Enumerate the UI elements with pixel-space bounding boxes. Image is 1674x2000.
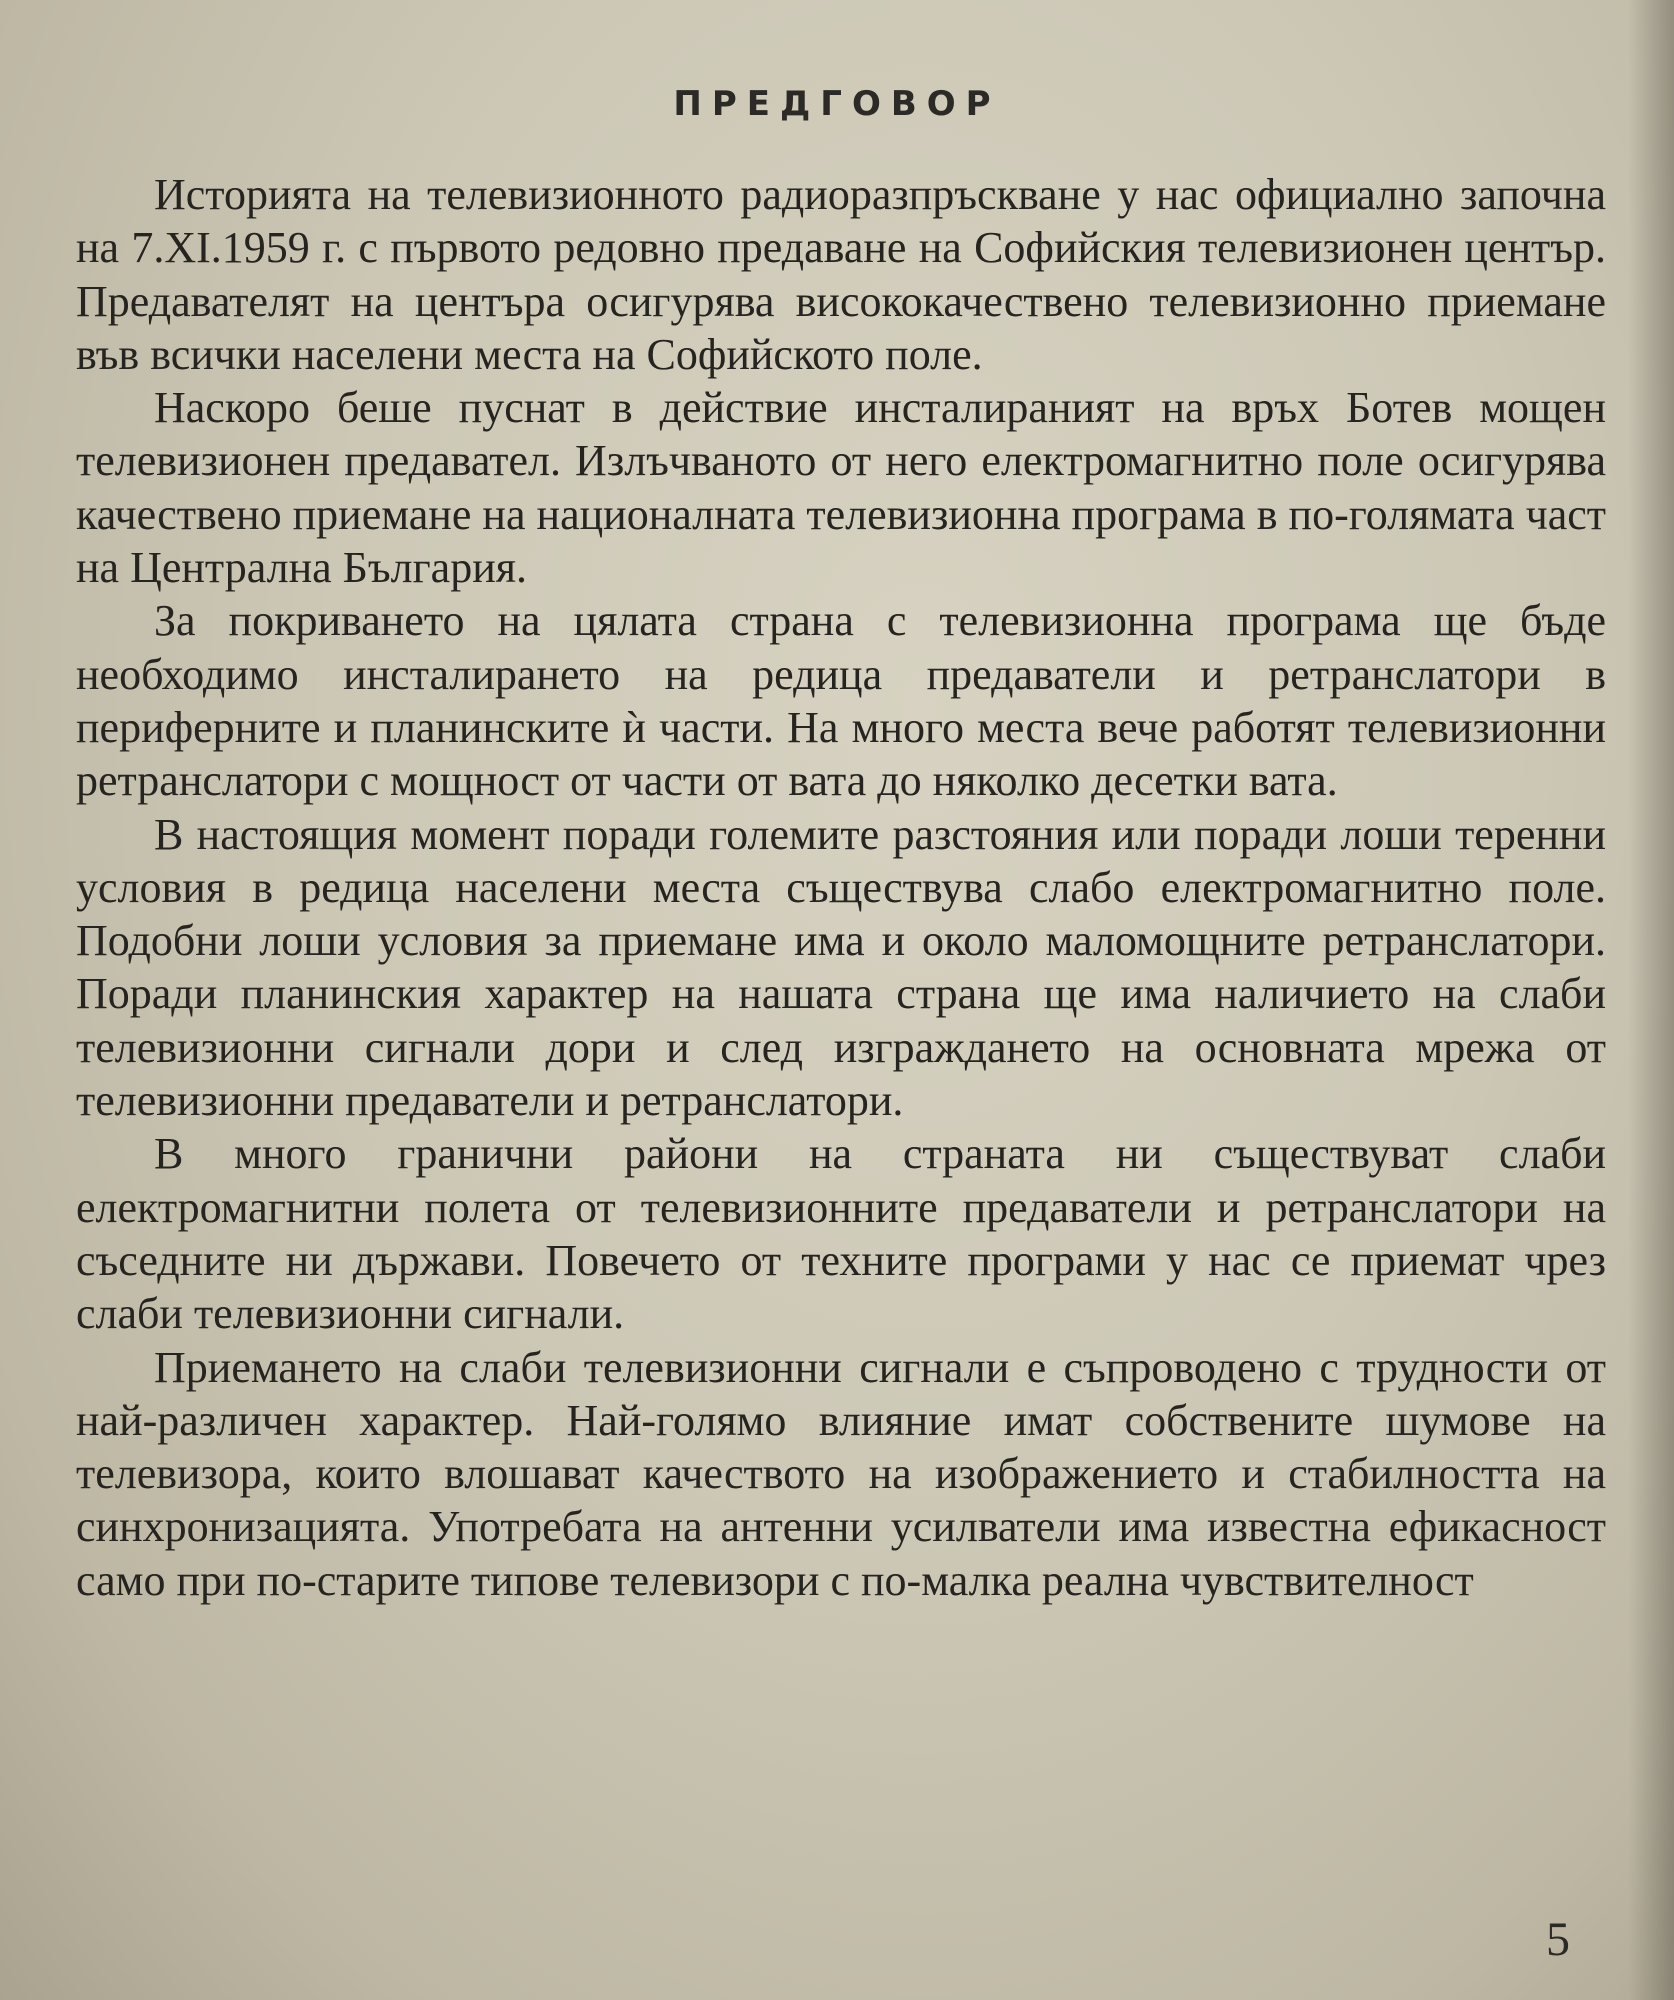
page-number: 5 xyxy=(1546,1913,1570,1966)
paragraph-3: За покриването на цялата страна с телевизионна програма ще бъде необходимо инсталирането на редица предаватели и ретранслатори в периферните и планинските ѝ части. На много места вече работят телевизионни ретранслатори с мощност от части от вата до няколко десетки вата. xyxy=(76,596,1606,806)
body-text xyxy=(76,168,1606,1607)
paragraph-1: Историята на телевизионното радиоразпръскване у нас официално започна на 7.XI.1959 г. с първото редовно предаване на Софийския телевизионен център. Предавателят на центъра осигурява висококачествено телевизионно приемане във всички населени места на Софийското поле. xyxy=(76,170,1606,379)
page-edge-shadow xyxy=(1628,0,1674,2000)
page-title: ПРЕДГОВОР xyxy=(673,84,1001,124)
paragraph-4: В настоящия момент поради големите разстояния или поради лоши теренни условия в редица населени места съществува слабо електромагнитно поле. Подобни лоши условия за приемане има и около маломощните ретранслатори. Поради планинския характер на нашата страна ще има наличието на слаби телевизионни сигнали дори и след изграждането на основната мрежа от телевизионни предаватели и ретранслатори. xyxy=(76,809,1606,1126)
paragraph-2: Наскоро беше пуснат в действие инсталираният на връх Ботев мощен телевизионен предавател. Излъчваното от него електромагнитно поле осигурява качествено приемане на националната телевизионна програма в по-голямата част на Централна България. xyxy=(76,383,1606,593)
paragraph-5: В много гранични райони на страната ни съществуват слаби електромагнитни полета от телевизионните предаватели и ретранслатори на съседните ни държави. Повечето от техните програми у нас се приемат чрез слаби телевизионни сигнали. xyxy=(76,1129,1606,1339)
paragraph-6: Приемането на слаби телевизионни сигнали е съпроводено с трудности от най-различен характер. Най-голямо влияние имат собствените шумове на телевизора, които влошават качеството на изображението и стабилността на синхронизацията. Употребата на антенни усилватели има известна ефикасност само при по-старите типове телевизори с по-малка реална чувствителност xyxy=(76,1342,1606,1605)
